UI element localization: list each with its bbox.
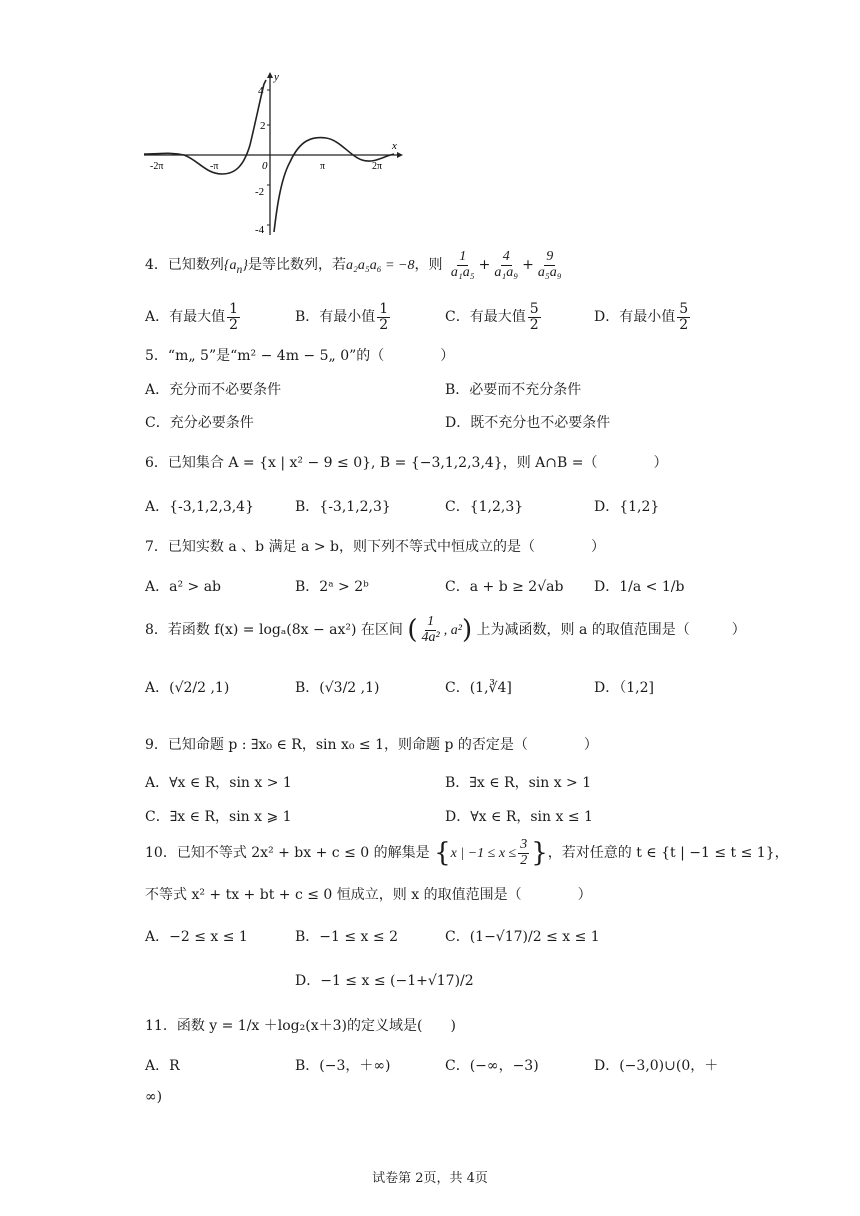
q6-option-a[interactable]: A．{-3,1,2,3,4} — [145, 499, 254, 515]
q9-option-a[interactable]: A．∀x ∈ R，sin x > 1 — [145, 775, 292, 791]
q11-option-d[interactable]: D．(−3,0)∪(0，＋ — [594, 1058, 719, 1074]
x-tick-negpi: -π — [210, 161, 219, 172]
q8-stem-a: 8．若函数 f(x) = logₐ(8x − ax²) 在区间 — [145, 622, 403, 639]
q4-frac-1: $\frac{1}{\text{a₁a₅}}$ — [450, 249, 475, 280]
q5-option-a[interactable]: A．充分而不必要条件 — [145, 382, 282, 398]
q7-option-d[interactable]: D．1/a < 1/b — [594, 579, 685, 595]
q10-line2: 不等式 x² + tx + bt + c ≤ 0 恒成立，则 x 的取值范围是（ ） — [145, 887, 592, 903]
q10-option-b[interactable]: B．−1 ≤ x ≤ 2 — [295, 929, 398, 945]
q4-mid: 是等比数列，若 — [247, 257, 346, 274]
y-tick-neg4: -4 — [255, 224, 265, 236]
question-4: 4．已知数列$\{a_n\}$是等比数列，若a₂a₅a₆ = −8，则 $\frac{1}{\text{a₁a₅}}$ + $\frac{4}{\text{a₁a₉}}$ + $\frac{9}{\text{a₅a₉}}$ — [145, 249, 562, 280]
y-tick-2: 2 — [260, 120, 266, 132]
x-tick-2pi: 2π — [372, 161, 383, 172]
q4-seq: $\{a_n\}$ — [223, 258, 248, 276]
q4-option-d[interactable]: D．有最小值 $\frac{5}{2}$ — [594, 301, 689, 333]
q9-option-b[interactable]: B．∃x ∈ R，sin x > 1 — [445, 775, 592, 791]
x-axis-arrow — [397, 152, 403, 158]
q8-option-b[interactable]: B．(√3/2 ,1) — [295, 680, 380, 696]
y-tick-4: 4 — [258, 85, 264, 97]
q4-cond: a₂a₅a₆ = −8 — [345, 258, 415, 274]
q6-option-b[interactable]: B．{-3,1,2,3} — [295, 499, 391, 515]
question-6: 6．已知集合 A = {x | x² − 9 ≤ 0}, B = {−3,1,2,3,4}，则 A∩B =（ ） — [145, 455, 668, 471]
q7-option-b[interactable]: B．2ᵃ > 2ᵇ — [295, 579, 369, 595]
q5-option-d[interactable]: D．既不充分也不必要条件 — [445, 415, 611, 431]
x-tick-neg2pi: -2π — [150, 161, 164, 172]
x-tick-pi: π — [320, 161, 326, 172]
question-7: 7．已知实数 a 、b 满足 a > b，则下列不等式中恒成立的是（ ） — [145, 539, 605, 555]
q8-stem-b: 上为减函数，则 a 的取值范围是（ ） — [476, 622, 746, 639]
x-axis-label: x — [392, 140, 397, 152]
q6-option-d[interactable]: D．{1,2} — [594, 499, 660, 515]
q4-after: ，则 — [414, 257, 443, 274]
y-tick-neg2: -2 — [255, 186, 265, 198]
y-axis-label: y — [274, 71, 279, 83]
q10-stem-b: ，若对任意的 t ∈ {t | −1 ≤ t ≤ 1}， — [547, 845, 789, 862]
q7-option-c[interactable]: C．a + b ≥ 2√ab — [445, 579, 564, 595]
q4-option-b[interactable]: B．有最小值 $\frac{1}{2}$ — [295, 301, 389, 333]
q6-option-c[interactable]: C．{1,2,3} — [445, 499, 524, 515]
q5-option-b[interactable]: B．必要而不充分条件 — [445, 382, 582, 398]
q8-option-d[interactable]: D．（1,2] — [594, 680, 654, 696]
question-9: 9．已知命题 p : ∃x₀ ∈ R，sin x₀ ≤ 1，则命题 p 的否定是（ ） — [145, 737, 598, 753]
q11-option-c[interactable]: C．(−∞，−3) — [445, 1058, 539, 1074]
question-5: 5．“m„ 5”是“m² − 4m − 5„ 0”的（ ） — [145, 348, 455, 364]
q8-option-c[interactable]: C．(1,∛4] — [445, 680, 512, 696]
q4-option-c[interactable]: C．有最大值 $\frac{5}{2}$ — [445, 301, 539, 333]
q11-option-b[interactable]: B．(−3，＋∞) — [295, 1058, 391, 1074]
q10-option-a[interactable]: A．−2 ≤ x ≤ 1 — [145, 929, 248, 945]
q4-option-a[interactable]: A．有最大值 $\frac{1}{2}$ — [145, 301, 239, 333]
q9-option-d[interactable]: D．∀x ∈ R，sin x ≤ 1 — [445, 809, 593, 825]
q10-option-d[interactable]: D．−1 ≤ x ≤ (−1+√17)/2 — [295, 973, 474, 989]
q5-option-c[interactable]: C．充分必要条件 — [145, 415, 254, 431]
q11-option-d-wrap: ∞) — [145, 1089, 163, 1105]
page-footer: 试卷第 2页，共 4页 — [372, 1171, 488, 1186]
q7-option-a[interactable]: A．a² > ab — [145, 579, 222, 595]
q10-option-c[interactable]: C．(1−√17)/2 ≤ x ≤ 1 — [445, 929, 600, 945]
q10-stem-a: 10．已知不等式 2x² + bx + c ≤ 0 的解集是 — [145, 845, 430, 862]
function-graph — [140, 70, 410, 240]
q4-frac-3: $\frac{9}{\text{a₅a₉}}$ — [537, 249, 562, 280]
q8-option-a[interactable]: A．(√2/2 ,1) — [145, 680, 230, 696]
question-8: 8．若函数 f(x) = logₐ(8x − ax²) 在区间 ( $\frac{1}{\text{4a²}}$ , a²) 上为减函数，则 a 的取值范围是（ ） — [145, 614, 746, 646]
q4-frac-2: $\frac{4}{\text{a₁a₉}}$ — [494, 249, 519, 280]
q9-option-c[interactable]: C．∃x ∈ R，sin x ⩾ 1 — [145, 809, 292, 825]
q8-interval-frac: $\frac{1}{\text{4a²}}$ — [421, 614, 440, 645]
origin-label: 0 — [262, 160, 268, 172]
q11-option-a[interactable]: A．R — [145, 1058, 180, 1074]
question-11: 11．函数 y = 1/x ＋log₂(x＋3)的定义域是( ) — [145, 1018, 456, 1034]
q4-prefix: 4．已知数列 — [145, 257, 224, 274]
question-10: 10．已知不等式 2x² + bx + c ≤ 0 的解集是 {x | −1 ≤ x ≤ $\frac{3}{2}$ }，若对任意的 t ∈ {t | −1 ≤ t ≤ 1}， — [145, 837, 789, 869]
y-axis-arrow — [267, 72, 273, 78]
function-curve — [144, 80, 394, 232]
